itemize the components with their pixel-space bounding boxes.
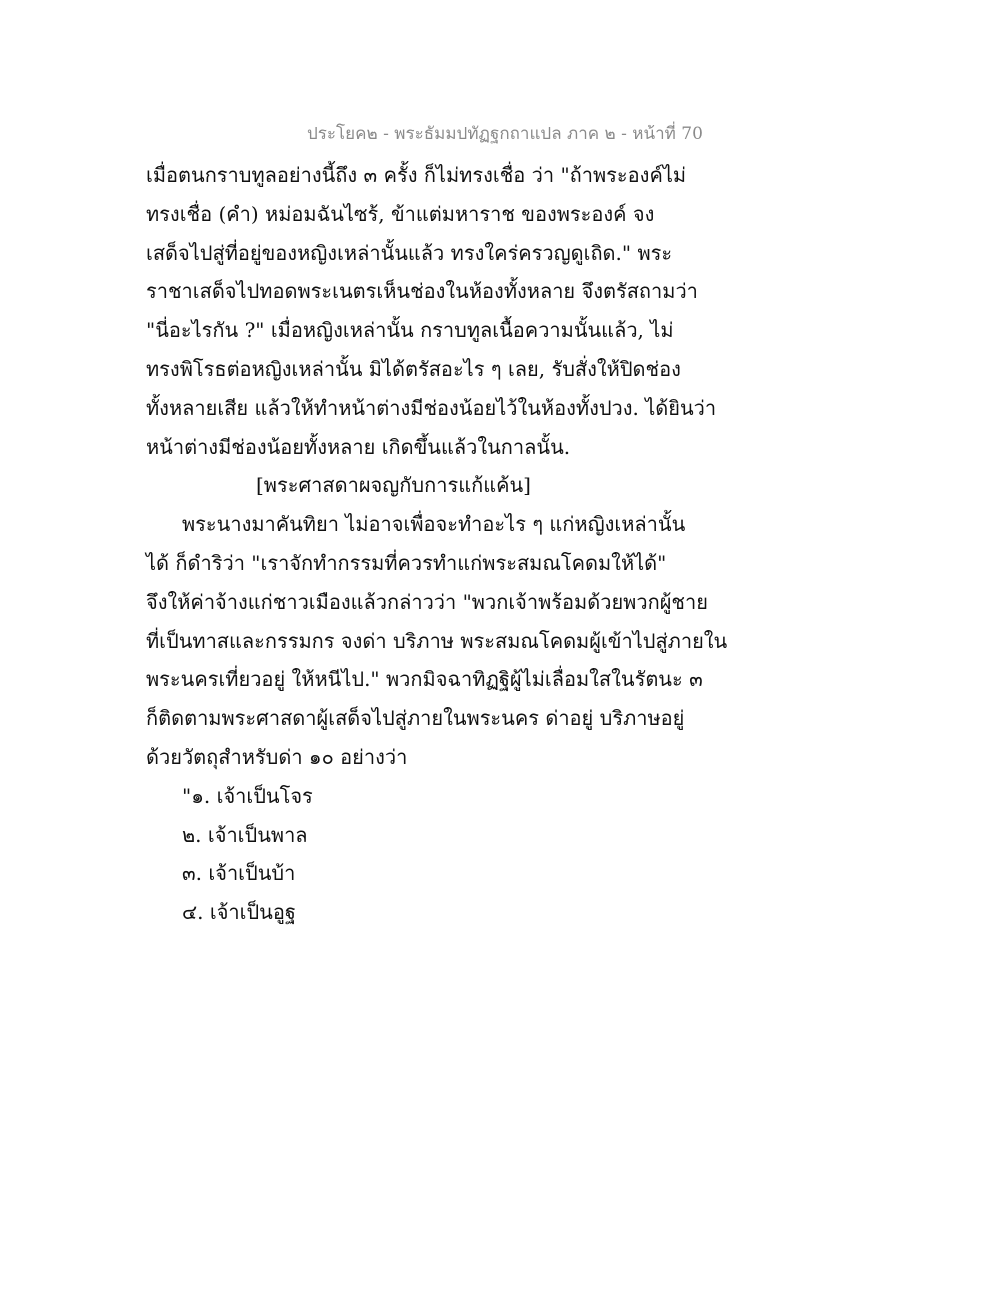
text-line: หน้าต่างมีช่องน้อยทั้งหลาย เกิดขึ้นแล้วในกาลนั้น. bbox=[146, 434, 571, 459]
text-line: เสด็จไปสู่ที่อยู่ของหญิงเหล่านั้นแล้ว ทรงใคร่ครวญดูเถิด." พระ bbox=[146, 240, 673, 265]
list-item: ๓. เจ้าเป็นบ้า bbox=[182, 861, 296, 886]
list-item: ๔. เจ้าเป็นอูฐ bbox=[182, 900, 296, 925]
section-heading: [พระศาสดาผจญกับการแก้แค้น] bbox=[256, 473, 531, 498]
list-item: "๑. เจ้าเป็นโจร bbox=[182, 783, 313, 808]
text-line: ทรงเชื่อ (คำ) หม่อมฉันไซร้, ข้าแต่มหาราช ของพระองค์ จง bbox=[146, 201, 655, 226]
text-line: "นี่อะไรกัน ?" เมื่อหญิงเหล่านั้น กราบทูลเนื้อความนั้นแล้ว, ไม่ bbox=[146, 318, 674, 343]
text-line: ที่เป็นทาสและกรรมกร จงด่า บริภาษ พระสมณโคดมผู้เข้าไปสู่ภายใน bbox=[146, 628, 728, 653]
text-line: พระนางมาคันทิยา ไม่อาจเพื่อจะทำอะไร ๆ แก่หญิงเหล่านั้น bbox=[182, 512, 686, 537]
text-line: ก็ติดตามพระศาสดาผู้เสด็จไปสู่ภายในพระนคร ด่าอยู่ บริภาษอยู่ bbox=[146, 706, 685, 731]
text-line: ราชาเสด็จไปทอดพระเนตรเห็นช่องในห้องทั้งหลาย จึงตรัสถามว่า bbox=[146, 279, 698, 304]
text-line: ทรงพิโรธต่อหญิงเหล่านั้น มิได้ตรัสอะไร ๆ เลย, รับสั่งให้ปิดช่อง bbox=[146, 356, 681, 381]
text-line: ทั้งหลายเสีย แล้วให้ทำหน้าต่างมีช่องน้อยไว้ในห้องทั้งปวง. ได้ยินว่า bbox=[146, 395, 717, 420]
text-line: พระนครเที่ยวอยู่ ให้หนีไป." พวกมิจฉาทิฏฐิผู้ไม่เลื่อมใสในรัตนะ ๓ bbox=[146, 667, 703, 692]
list-item: ๒. เจ้าเป็นพาล bbox=[182, 822, 308, 847]
page-header: ประโยค๒ - พระธัมมปทัฏฐกถาแปล ภาค ๒ - หน้าที่ 70 bbox=[307, 124, 703, 144]
page-body bbox=[146, 156, 726, 932]
text-line: ได้ ก็ดำริว่า "เราจักทำกรรมที่ควรทำแก่พระสมณโคดมให้ได้" bbox=[146, 550, 667, 575]
text-line: ด้วยวัตถุสำหรับด่า ๑๐ อย่างว่า bbox=[146, 744, 408, 769]
text-line: จึงให้ค่าจ้างแก่ชาวเมืองแล้วกล่าวว่า "พวกเจ้าพร้อมด้วยพวกผู้ชาย bbox=[146, 589, 708, 614]
text-line: เมื่อตนกราบทูลอย่างนี้ถึง ๓ ครั้ง ก็ไม่ทรงเชื่อ ว่า "ถ้าพระองค์ไม่ bbox=[146, 163, 687, 187]
